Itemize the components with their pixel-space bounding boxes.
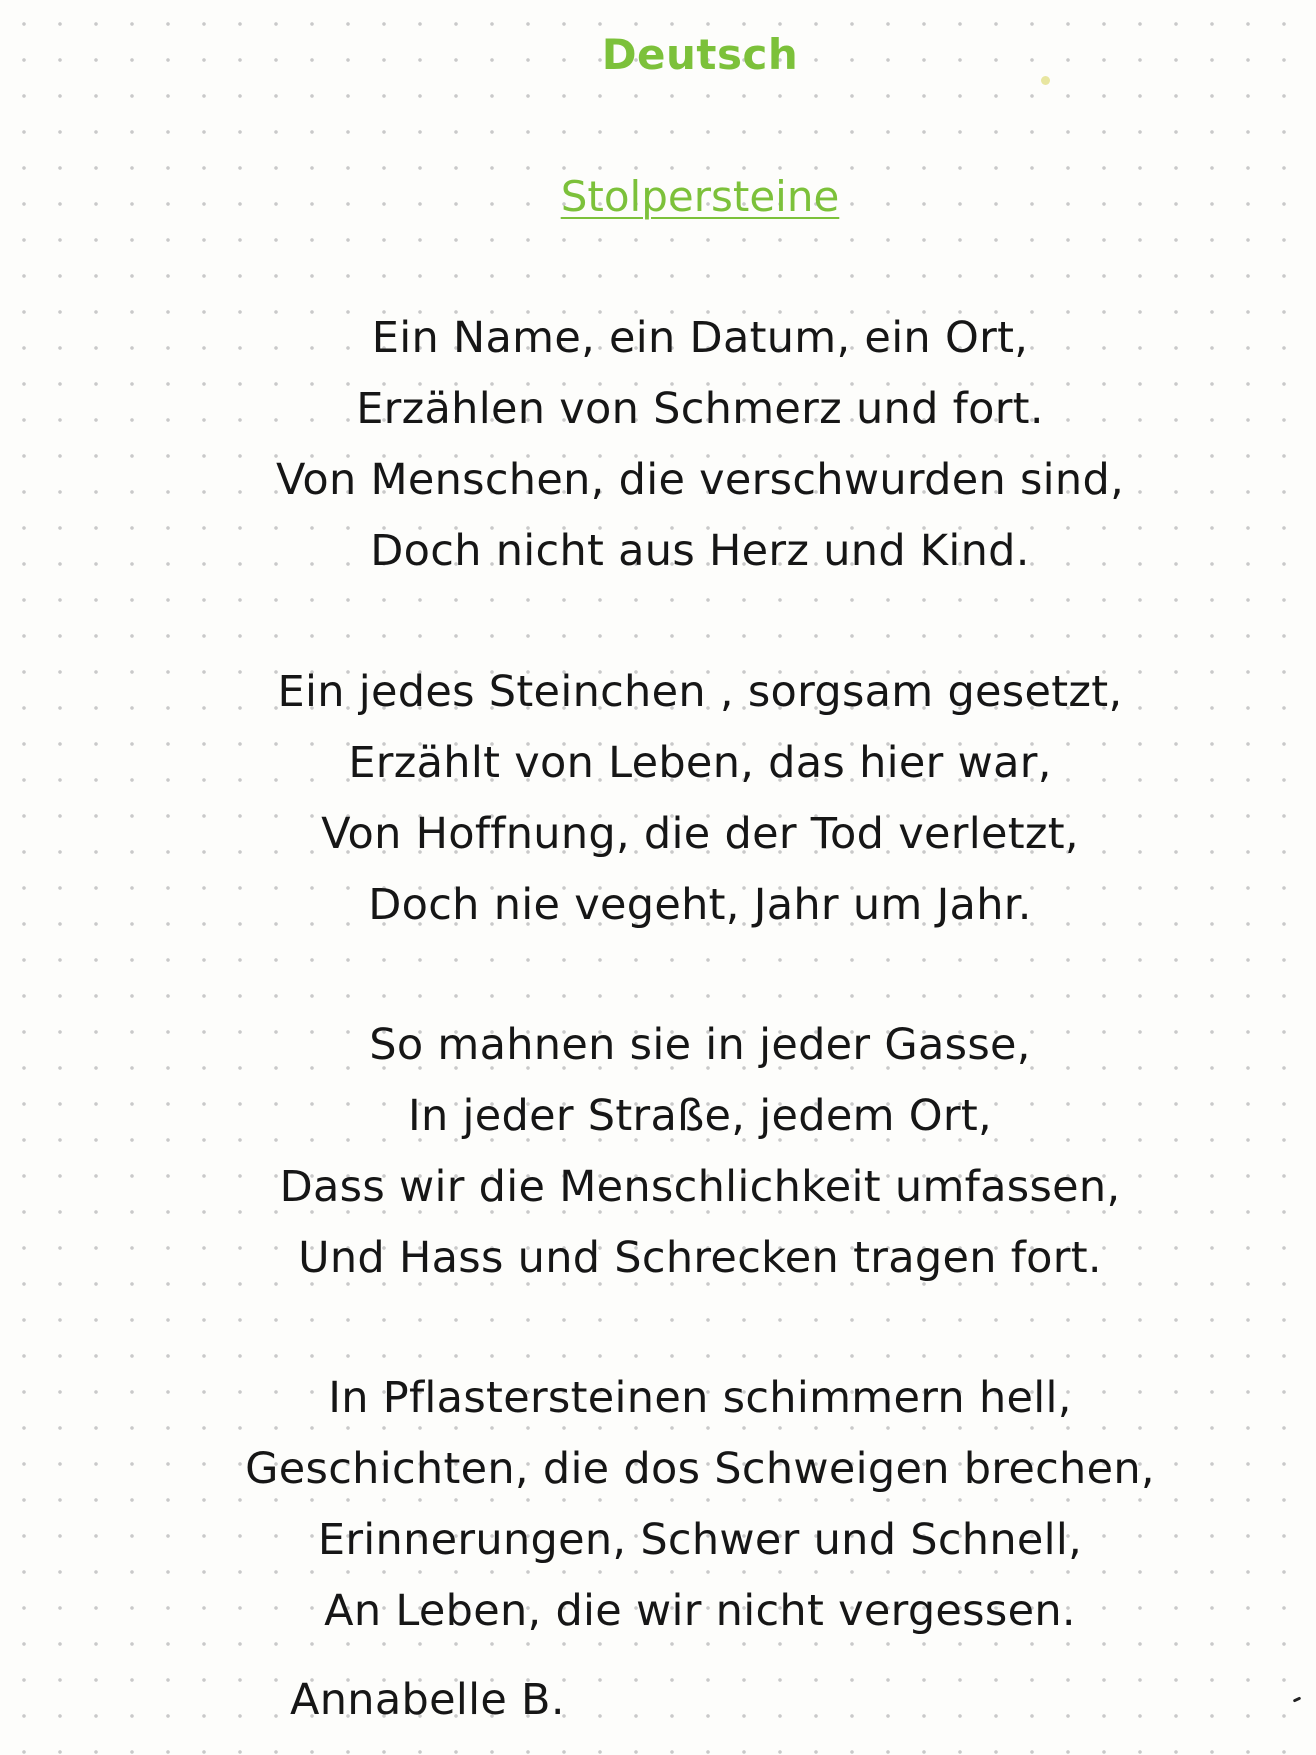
poem-line: Erinnerungen, Schwer und Schnell, — [317, 1515, 1083, 1565]
subject-heading: Deutsch — [601, 30, 799, 79]
poem-line: In Pflastersteinen schimmern hell, — [328, 1373, 1072, 1423]
stanza-4 — [0, 1363, 1316, 1647]
poem-line: Doch nie vegeht, Jahr um Jahr. — [368, 880, 1032, 930]
poem-line: Erzählen von Schmerz und fort. — [356, 384, 1044, 434]
poem-line: So mahnen sie in jeder Gasse, — [369, 1020, 1031, 1070]
poem-line: Von Hoffnung, die der Tod verletzt, — [321, 809, 1079, 859]
poem-line: Von Menschen, die verschwurden sind, — [275, 455, 1125, 505]
poem-line: Geschichten, die dos Schweigen brechen, — [245, 1444, 1155, 1494]
stanza-3 — [0, 1010, 1316, 1294]
stray-pen-dot — [1041, 76, 1050, 85]
poem-line: Erzählt von Leben, das hier war, — [348, 738, 1052, 788]
poem-line: In jeder Straße, jedem Ort, — [407, 1091, 993, 1141]
poem-line: An Leben, die wir nicht vergessen. — [324, 1586, 1076, 1636]
author-signature: Annabelle B. — [290, 1675, 565, 1725]
stray-pen-mark — [1293, 1696, 1302, 1702]
poem-line: Ein jedes Steinchen , sorgsam gesetzt, — [277, 667, 1123, 717]
poem-line: Dass wir die Menschlichkeit umfassen, — [279, 1162, 1121, 1212]
stanza-1 — [0, 303, 1316, 587]
poem-title: Stolpersteine — [560, 172, 840, 221]
stanza-2 — [0, 657, 1316, 941]
poem-line: Und Hass und Schrecken tragen fort. — [298, 1233, 1102, 1283]
poem-line: Ein Name, ein Datum, ein Ort, — [371, 313, 1029, 363]
poem-line: Doch nicht aus Herz und Kind. — [370, 526, 1030, 576]
